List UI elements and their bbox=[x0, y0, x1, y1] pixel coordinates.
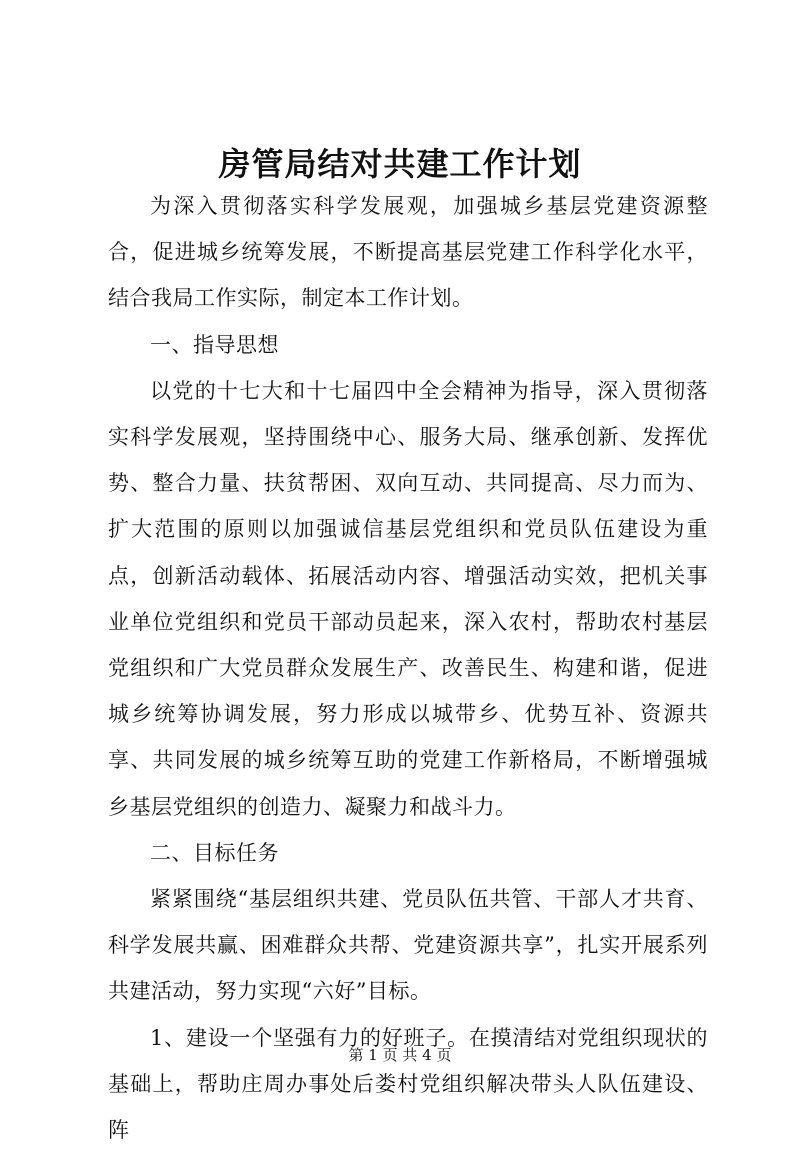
document-title: 房管局结对共建工作计划 bbox=[218, 145, 582, 183]
objective-item-1: 1、建设一个坚强有力的好班子。在摸清结对党组织现状的基础上，帮助庄周办事处后娄村党组织解决带头人队伍建设、阵 bbox=[108, 1025, 708, 1143]
objectives-paragraph: 紧紧围绕“基层组织共建、党员队伍共管、干部人才共育、科学发展共赢、困难群众共帮、党建资源共享”，扎实开展系列共建活动，努力实现“六好”目标。 bbox=[108, 887, 708, 1004]
section-heading-objectives: 二、目标任务 bbox=[150, 840, 279, 865]
intro-paragraph: 为深入贯彻落实科学发展观，加强城乡基层党建资源整合，促进城乡统筹发展，不断提高基层党建工作科学化水平，结合我局工作实际，制定本工作计划。 bbox=[108, 194, 708, 311]
section-heading-guiding-ideology: 一、指导思想 bbox=[150, 332, 279, 357]
document-body bbox=[108, 183, 708, 1153]
page-footer: 第 1 页 共 4 页 bbox=[348, 1046, 452, 1064]
guiding-ideology-paragraph: 以党的十七大和十七届四中全会精神为指导，深入贯彻落实科学发展观，坚持围绕中心、服务大局、继承创新、发挥优势、整合力量、扶贫帮困、双向互动、共同提高、尽力而为、扩大范围的原则以加强诚信基层党组织和党员队伍建设为重点，创新活动载体、拓展活动内容、增强活动实效，把机关事业单位党组织和党员干部动员起来，深入农村，帮助农村基层党组织和广大党员群众发展生产、改善民生、构建和谐，促进城乡统筹协调发展，努力形成以城带乡、优势互补、资源共享、共同发展的城乡统筹互助的党建工作新格局，不断增强城乡基层党组织的创造力、凝聚力和战斗力。 bbox=[108, 378, 708, 819]
